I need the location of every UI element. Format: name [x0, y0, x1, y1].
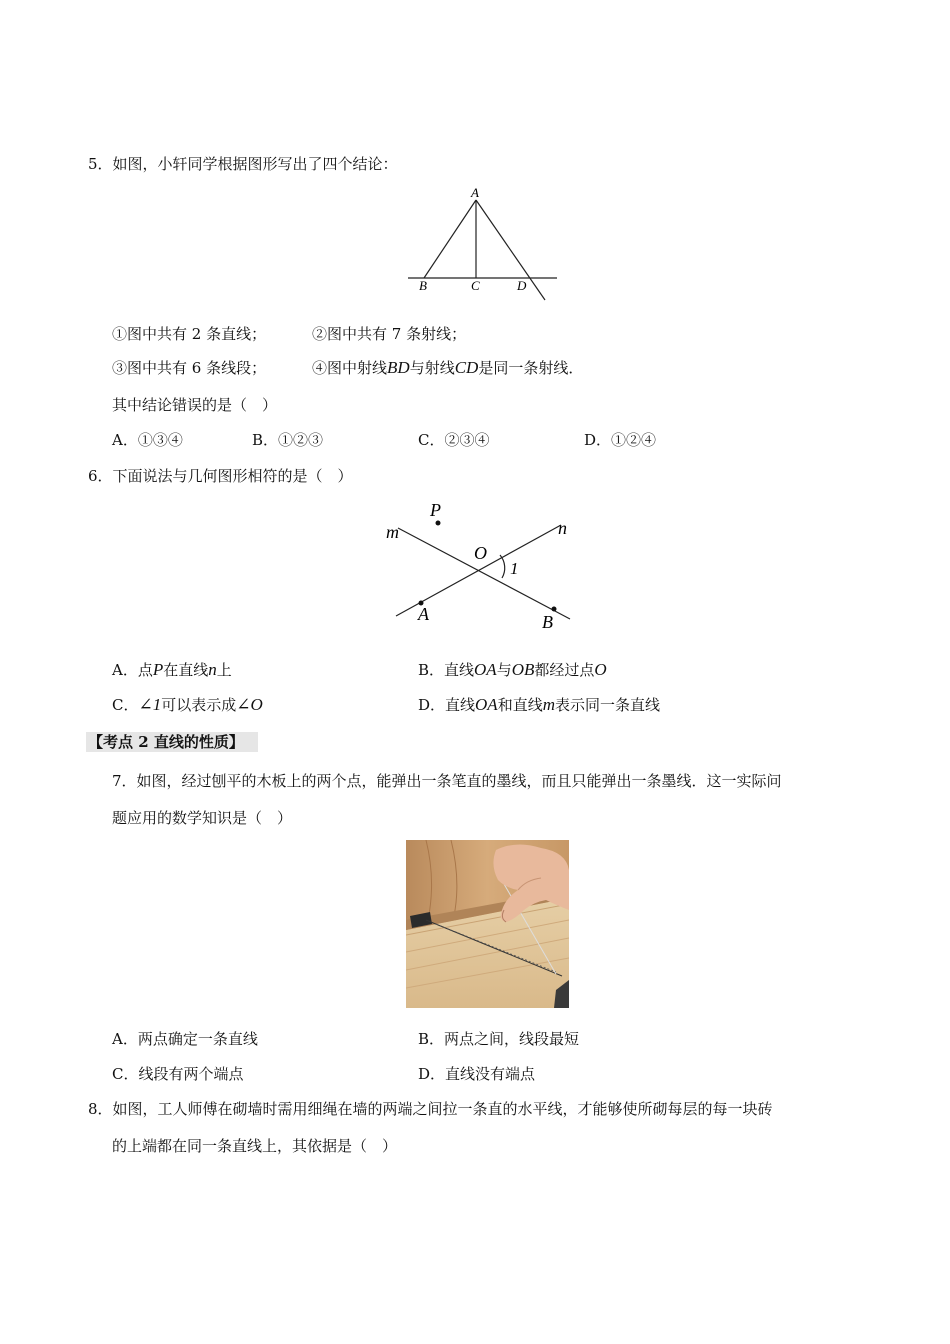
q5-statement-4 — [312, 358, 583, 378]
q6-opta-p: P — [152, 660, 164, 679]
q6-label-o: O — [474, 543, 487, 563]
q6-opta-mid: 在直线 — [163, 661, 209, 679]
q6-label-a: A — [418, 604, 429, 624]
section-header: 【考点 2 直线的性质】 — [86, 732, 258, 752]
q5-line-ad — [476, 200, 545, 300]
q5-s4-cd: CD — [454, 358, 479, 377]
q5-figure — [400, 182, 565, 306]
q5-statement-1: ①图中共有 2 条直线； — [112, 325, 267, 343]
q5-option-d[interactable]: D．①②④ — [584, 431, 657, 449]
q6-option-c[interactable] — [112, 695, 263, 715]
q7-option-a[interactable]: A．两点确定一条直线 — [112, 1030, 258, 1048]
q5-statement-2: ②图中共有 7 条射线； — [312, 325, 467, 343]
q6-label-m: m — [386, 522, 399, 542]
q7-photo — [406, 840, 569, 1008]
q6-option-a[interactable] — [112, 660, 232, 680]
q7-photo-drawing — [406, 840, 569, 1008]
q5-label-a: A — [471, 185, 479, 200]
q5-ask: 其中结论错误的是（ ） — [112, 396, 278, 414]
q5-option-c[interactable]: C．②③④ — [418, 431, 490, 449]
q7-option-b[interactable]: B．两点之间，线段最短 — [418, 1030, 580, 1048]
q7-stem-line1: 7．如图，经过刨平的木板上的两个点，能弹出一条笔直的墨线，而且只能弹出一条墨线．这一实际问 — [112, 772, 782, 790]
q6-optb-ob: OB — [511, 660, 535, 679]
q5-s4-bd: BD — [387, 358, 410, 377]
q5-segment-ab — [424, 200, 476, 278]
q6-optb-mid: 与 — [496, 661, 512, 679]
q5-label-b: B — [419, 278, 427, 293]
q6-optd-m: m — [542, 695, 555, 714]
q6-opta-pre: A．点 — [112, 661, 153, 679]
q6-optc-angle1: ∠1 — [138, 695, 162, 714]
q6-label-b: B — [542, 612, 553, 628]
q6-optb-pre: B．直线 — [418, 661, 475, 679]
q5-stem: 5．如图，小轩同学根据图形写出了四个结论： — [88, 155, 398, 173]
q6-opta-post: 上 — [216, 661, 232, 679]
q8-stem-line2: 的上端都在同一条直线上，其依据是（ ） — [112, 1137, 398, 1155]
q8-stem-line1: 8．如图，工人师傅在砌墙时需用细绳在墙的两端之间拉一条直的水平线，才能够使所砌每层的每一块砖 — [88, 1100, 773, 1118]
q5-label-c: C — [471, 278, 480, 293]
q7-option-c[interactable]: C．线段有两个端点 — [112, 1065, 244, 1083]
q6-label-n: n — [558, 518, 567, 538]
q6-optd-pre: D．直线 — [418, 696, 476, 714]
q5-statement-3: ③图中共有 6 条线段； — [112, 359, 267, 377]
q6-point-p — [436, 521, 441, 526]
q5-option-b[interactable]: B．①②③ — [252, 431, 324, 449]
q6-optd-mid: 和直线 — [497, 696, 543, 714]
q6-opta-n: n — [208, 660, 217, 679]
q5-s4-pre: ④图中射线 — [312, 359, 388, 377]
q6-optd-oa: OA — [475, 695, 498, 714]
q6-option-b[interactable] — [418, 660, 607, 680]
q7-stem-line2: 题应用的数学知识是（ ） — [112, 809, 293, 827]
q6-label-p: P — [430, 500, 441, 520]
q6-stem: 6．下面说法与几何图形相符的是（ ） — [88, 467, 353, 485]
q5-s4-post: 是同一条射线． — [478, 359, 584, 377]
q6-figure — [378, 496, 588, 628]
q6-optd-post: 表示同一条直线 — [555, 696, 661, 714]
q5-label-d: D — [517, 278, 527, 293]
q6-optc-angleo: ∠O — [236, 695, 263, 714]
q6-label-1: 1 — [510, 559, 519, 578]
q6-optb-oa: OA — [474, 660, 497, 679]
q6-point-b — [552, 607, 557, 612]
q5-option-a[interactable]: A．①③④ — [112, 431, 183, 449]
q7-option-d[interactable]: D．直线没有端点 — [418, 1065, 536, 1083]
q6-optc-pre: C． — [112, 696, 139, 714]
q5-s4-mid: 与射线 — [409, 359, 455, 377]
q6-optc-mid: 可以表示成 — [161, 696, 237, 714]
q6-optb-mid2: 都经过点 — [534, 661, 595, 679]
q6-optb-o: O — [594, 660, 607, 679]
q6-option-d[interactable] — [418, 695, 660, 715]
